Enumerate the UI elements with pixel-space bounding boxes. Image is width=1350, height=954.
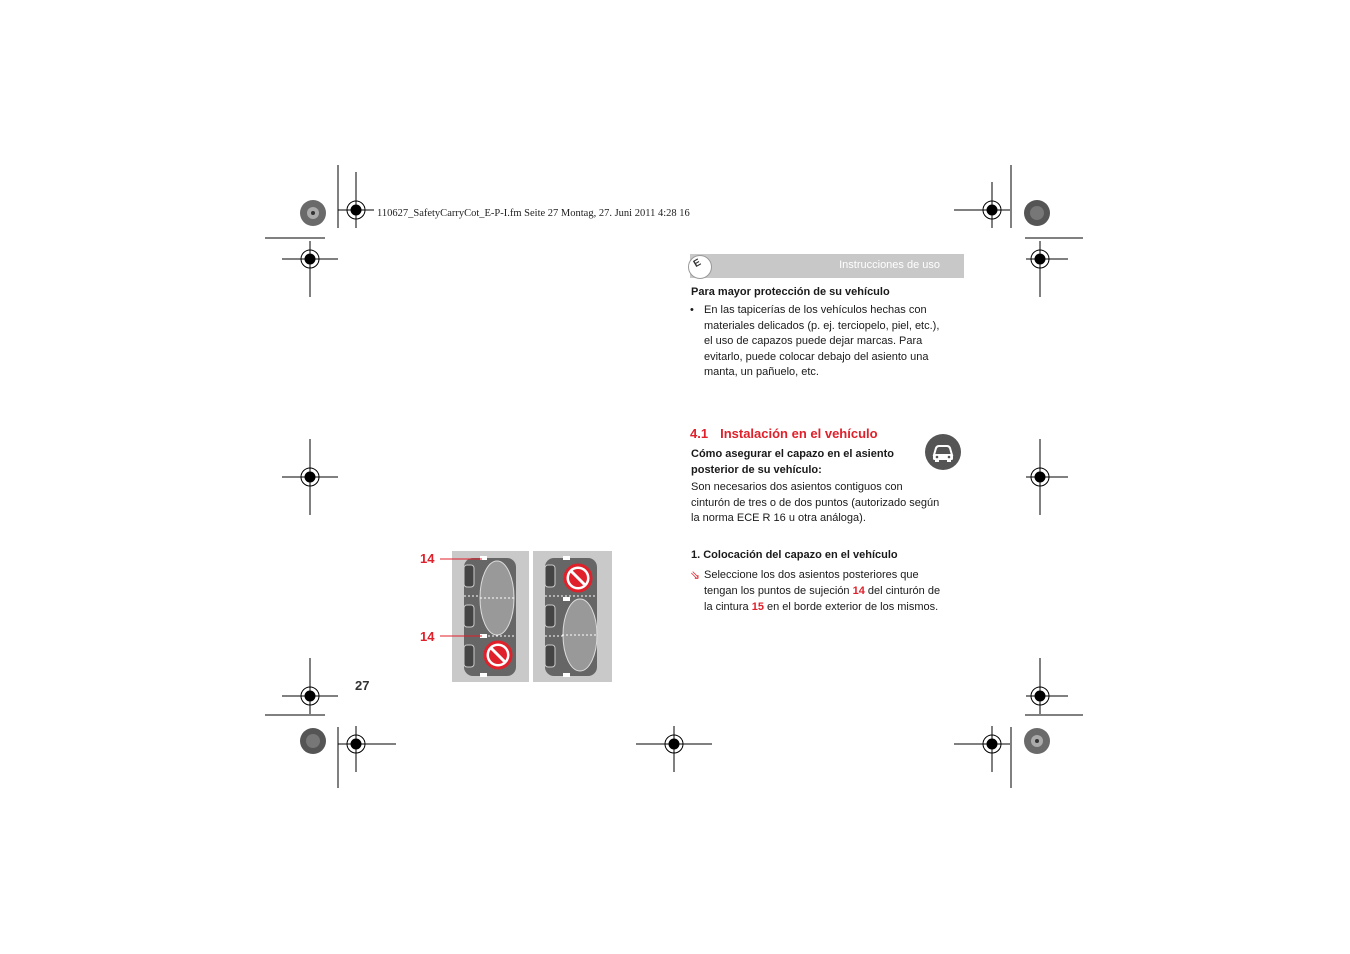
car-icon <box>925 434 961 470</box>
section-subheading-line: Cómo asegurar el capazo en el asiento <box>691 448 894 460</box>
file-header: 110627_SafetyCarryCot_E-P-I.fm Seite 27 Montag, 27. Juni 2011 4:28 16 <box>377 208 690 219</box>
figure-label-14-top: 14 <box>420 551 435 566</box>
protection-line: materiales delicados (p. ej. terciopelo, piel, etc.), <box>704 319 940 332</box>
section-body <box>691 480 939 527</box>
step1-text: en el borde exterior de los mismos. <box>763 601 939 613</box>
section-body-line: Son necesarios dos asientos contiguos con <box>691 481 903 493</box>
section-body-line: cinturón de tres o de dos puntos (autorizado según <box>691 496 940 509</box>
step1-line: Seleccione los dos asientos posteriores que <box>704 569 919 581</box>
ref-14: 14 <box>852 585 865 597</box>
section-title <box>690 426 878 441</box>
header-label: Instrucciones de uso <box>839 259 940 271</box>
protection-heading: Para mayor protección de su vehículo <box>691 286 890 298</box>
step1-line <box>704 583 940 599</box>
page-number: 27 <box>355 678 370 693</box>
step1-text: la cintura <box>704 601 752 613</box>
starburst-marks <box>300 200 1050 754</box>
step1-body <box>690 567 941 615</box>
section-body-line: la norma ECE R 16 u otra análoga). <box>691 512 866 524</box>
section-subheading <box>691 446 894 478</box>
bullet-marker: • <box>690 304 694 316</box>
protection-bullet <box>690 303 940 381</box>
step1-heading: 1. Colocación del capazo en el vehículo <box>691 549 898 561</box>
language-badge-letter: E <box>691 257 703 270</box>
section-subheading-line: posterior de su vehículo: <box>691 464 822 476</box>
language-badge <box>688 255 712 279</box>
protection-line: En las tapicerías de los vehículos hechas con <box>704 304 927 316</box>
figure-label-14-bottom: 14 <box>420 629 435 644</box>
protection-line: el uso de capazos puede dejar marcas. Para <box>704 335 923 347</box>
section-title-text: Instalación en el vehículo <box>720 426 878 441</box>
ref-15: 15 <box>751 601 764 613</box>
step1-text: del cinturón de <box>864 585 941 597</box>
figure-leader-lines <box>438 556 488 640</box>
section-number: 4.1 <box>690 426 709 441</box>
step1-text: tengan los puntos de sujeción <box>704 585 853 597</box>
protection-line: evitarlo, puede colocar debajo del asiento una <box>704 350 929 363</box>
seat-panel-right <box>533 551 612 682</box>
step1-line <box>704 599 940 615</box>
action-arrow-icon: ⇘ <box>690 568 701 582</box>
protection-line: manta, un pañuelo, etc. <box>704 366 819 378</box>
section-header-bar <box>690 254 964 278</box>
